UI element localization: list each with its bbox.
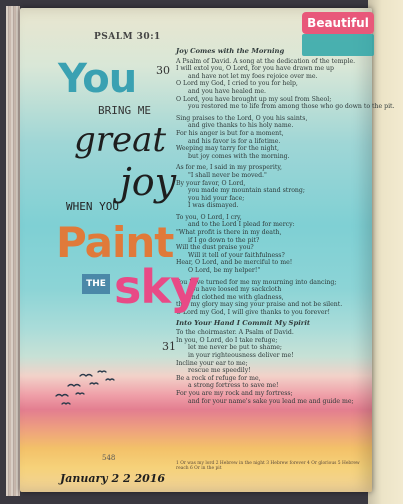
scripture-line: and clothed me with gladness,	[188, 293, 284, 301]
scripture-line: you hid your face;	[188, 194, 245, 202]
lettering-you: You	[58, 56, 137, 102]
scripture-line: As for me, I said in my prosperity,	[176, 164, 282, 172]
birds-icon	[50, 368, 130, 408]
scripture-line: Sing praises to the Lord, O you his saints,	[176, 114, 308, 122]
scripture-line: Be a rock of refuge for me,	[176, 374, 261, 382]
scripture-line: and give thanks to his holy name.	[188, 122, 294, 130]
facing-page	[368, 0, 403, 504]
scripture-line: you have loosed my sackcloth	[188, 286, 282, 294]
scripture-line: and you have healed me.	[188, 87, 266, 95]
scripture-line: and have not let my foes rejoice over me.	[188, 72, 318, 80]
scripture-line: in your righteousness deliver me!	[188, 351, 294, 359]
scripture-line: let me never be put to shame;	[188, 344, 282, 352]
scripture-line: Will it tell of your faithfulness?	[188, 251, 285, 259]
lettering-sky: sky	[114, 260, 199, 314]
handwritten-date: January 2 2 2016	[60, 472, 166, 485]
scripture-line: rescue me speedily!	[188, 367, 251, 375]
lettering-bring-me: BRING ME	[98, 104, 151, 117]
scripture-line: and his favor is for a lifetime.	[188, 137, 281, 145]
scripture-line: I was dismayed.	[188, 202, 239, 210]
scripture-line: Hear, O Lord, and be merciful to me!	[176, 259, 293, 267]
scripture-line: Weeping may tarry for the night,	[176, 145, 280, 153]
footnote: 1 Or was my lord 2 Hebrew in the night 3 Hebrew forever 4 Or glorious 5 Hebrew reach 6 Or in the pit	[176, 461, 360, 471]
lettering-great: great	[74, 120, 167, 160]
section-heading-2: Into Your Hand I Commit My Spirit	[176, 318, 311, 327]
scripture-column	[176, 47, 395, 405]
scripture-line: Incline your ear to me;	[176, 359, 248, 367]
scripture-line: You have turned for me my mourning into dancing;	[176, 278, 337, 286]
scripture-line: and to the Lord I plead for mercy:	[188, 221, 295, 229]
page-header: PSALM 30:1	[94, 32, 161, 42]
scripture-line: O Lord, you have brought up my soul from Sheol;	[176, 95, 332, 103]
lettering-joy: joy	[120, 160, 177, 204]
scripture-line: "I shall never be moved."	[188, 171, 267, 179]
scripture-line: Will the dust praise you?	[176, 244, 254, 252]
scripture-line: and for your name's sake you lead me and guide me;	[188, 397, 354, 405]
scripture-line: O Lord my God, I cried to you for help,	[176, 80, 298, 88]
scripture-line: In you, O Lord, do I take refuge;	[176, 336, 278, 344]
scripture-line: For you are my rock and my fortress;	[176, 389, 293, 397]
page-number: 548	[102, 454, 116, 462]
scripture-line: I will extol you, O Lord, for you have drawn me up	[176, 65, 334, 73]
scripture-line: a strong fortress to save me!	[188, 382, 279, 390]
scripture-line: By your favor, O Lord,	[176, 179, 246, 187]
lettering-the: THE	[82, 274, 110, 294]
scripture-line: A Psalm of David. A song at the dedication of the temple.	[176, 57, 356, 65]
scripture-line: O Lord, be my helper!"	[188, 267, 261, 275]
tab-beautiful[interactable]: Beautiful	[302, 12, 374, 34]
scripture-line: To the choirmaster. A Psalm of David.	[176, 329, 294, 337]
lettering-paint: Paint	[56, 218, 174, 267]
scripture-line: if I go down to the pit?	[188, 236, 260, 244]
scripture-line: To you, O Lord, I cry,	[176, 213, 242, 221]
scripture-line: "What profit is there in my death,	[176, 229, 282, 237]
lettering-when-you: WHEN YOU	[66, 200, 119, 213]
scripture-line: you made my mountain stand strong;	[188, 187, 305, 195]
scripture-line: For his anger is but for a moment,	[176, 129, 284, 137]
scripture-line: that my glory may sing your praise and not be silent.	[176, 301, 343, 309]
bible-page	[20, 8, 395, 492]
page-edges	[6, 6, 20, 496]
section-heading: Joy Comes with the Morning	[176, 47, 285, 55]
scripture-line: O Lord my God, I will give thanks to you forever!	[176, 309, 330, 316]
scripture-line: but joy comes with the morning.	[188, 152, 290, 160]
scripture-line: you restored me to life from among those who go down to the pit.	[188, 103, 395, 111]
verse-number-31: 31	[162, 340, 176, 353]
verse-number-30: 30	[156, 64, 170, 77]
